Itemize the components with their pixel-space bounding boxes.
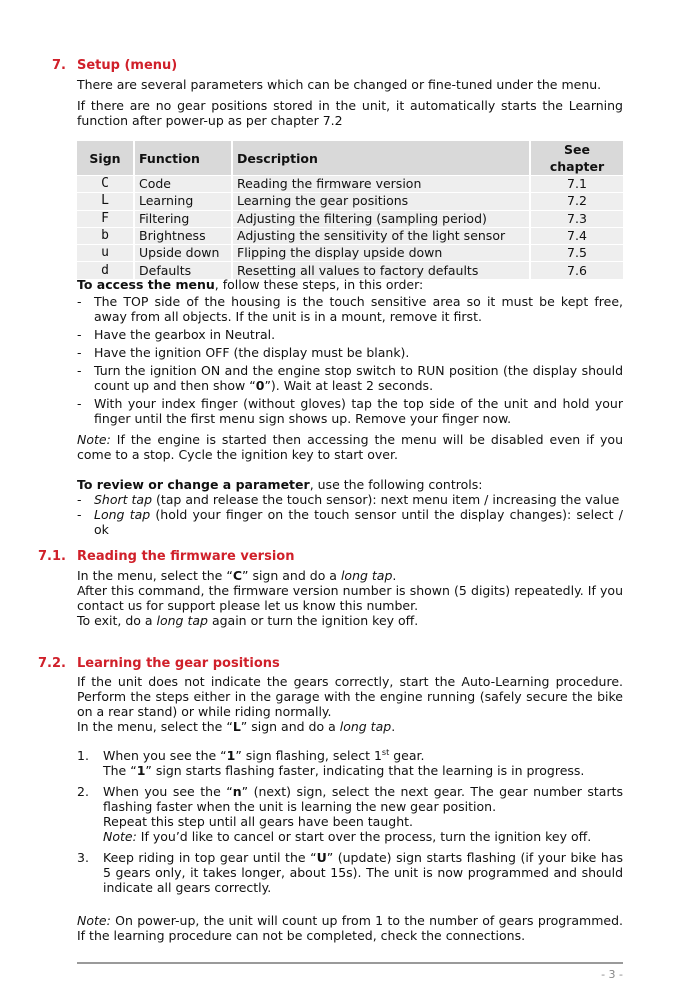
list-item — [77, 850, 623, 895]
row-description: Adjusting the sensitivity of the light sensor — [232, 227, 530, 244]
text: ” sign flashing, select 1 — [235, 748, 382, 763]
list-item — [77, 507, 623, 537]
section-number: 7.1. — [38, 549, 66, 564]
note-text: On power-up, the unit will count up from 1 to the number of gears programmed. If the learning procedure can not be completed, check the connections. — [77, 913, 623, 943]
row-function: Upside down — [134, 245, 232, 262]
step-number: 3. — [77, 850, 89, 865]
section-title: Reading the firmware version — [77, 549, 295, 564]
learning-intro: If the unit does not indicate the gears correctly, start the Auto-Learning procedure. Perform the steps either in the garage with the engine running (safely secure the bike on a rear stand) or while riding normally. — [77, 674, 623, 719]
text: ” sign and do a — [242, 568, 341, 583]
long-tap-term: long tap — [340, 568, 393, 583]
row-sign: b — [77, 227, 134, 244]
list-item: - Have the gearbox in Neutral. — [77, 327, 623, 342]
long-tap-term: long tap — [339, 719, 392, 734]
short-tap-text: (tap and release the touch sensor): next menu item / increasing the value — [152, 492, 620, 507]
step-note — [103, 829, 623, 844]
text: ” (next) sign, select the next gear. The gear number starts flashing faster when the unit is learning the new gear position. — [103, 784, 624, 814]
row-chapter: 7.5 — [530, 245, 623, 262]
learning-paragraph: If there are no gear positions stored in the unit, it automatically starts the Learning function after power-up as per chapter 7.2 — [77, 98, 623, 128]
text: The “ — [103, 763, 137, 778]
row-sign: C — [77, 176, 134, 193]
header-description: Description — [232, 141, 530, 176]
firmware-line-3 — [77, 613, 623, 628]
section-number: 7. — [52, 58, 66, 73]
footer-rule — [77, 962, 623, 964]
row-chapter: 7.4 — [530, 227, 623, 244]
list-item — [77, 492, 623, 507]
long-tap-label: Long tap — [94, 507, 151, 522]
row-function: Learning — [134, 193, 232, 210]
access-steps-list — [77, 294, 623, 426]
row-description: Flipping the display upside down — [232, 245, 530, 262]
row-description: Reading the firmware version — [232, 176, 530, 193]
list-item: - Have the ignition OFF (the display must be blank). — [77, 345, 623, 360]
sign-u: U — [316, 850, 327, 865]
learning-select — [77, 719, 623, 734]
sign-n: n — [232, 784, 242, 799]
display-zero: 0 — [255, 378, 265, 393]
row-chapter: 7.2 — [530, 193, 623, 210]
note-label: Note: — [77, 432, 111, 447]
list-item: - With your index finger (without gloves) tap the top side of the unit and hold your finger until the first menu sign shows up. Remove your finger now. — [77, 396, 623, 426]
step-text: ”). Wait at least 2 seconds. — [264, 378, 434, 393]
sign-l: L — [232, 719, 241, 734]
row-function: Filtering — [134, 210, 232, 227]
header-function: Function — [134, 141, 232, 176]
note-label: Note: — [103, 829, 137, 844]
text: gear. — [389, 748, 425, 763]
list-item — [77, 363, 623, 393]
table-row — [77, 176, 623, 193]
table-header-row — [77, 141, 623, 176]
ordinal-suffix: st — [381, 747, 390, 757]
row-description: Adjusting the filtering (sampling period) — [232, 210, 530, 227]
row-description: Resetting all values to factory defaults — [232, 262, 530, 279]
text: When you see the “ — [103, 784, 233, 799]
intro-paragraph: There are several parameters which can be changed or fine-tuned under the menu. — [77, 77, 602, 92]
table-row — [77, 210, 623, 227]
table-row — [77, 245, 623, 262]
text: In the menu, select the “ — [77, 568, 233, 583]
menu-table — [77, 141, 623, 279]
text: When you see the “ — [103, 748, 227, 763]
row-sign: d — [77, 262, 134, 279]
note-label: Note: — [77, 913, 111, 928]
header-sign: Sign — [77, 141, 134, 176]
note-text: If the engine is started then accessing the menu will be disabled even if you come to a stop. Cycle the ignition key to start over. — [77, 432, 623, 462]
header-chapter: See chapter — [530, 141, 623, 176]
text: Keep riding in top gear until the “ — [103, 850, 317, 865]
step-text: Turn the ignition ON and the engine stop switch to RUN position (the display should count up and then show “ — [94, 363, 623, 393]
row-sign: u — [77, 245, 134, 262]
access-lead-bold: To access the menu — [77, 277, 215, 292]
sign-1: 1 — [226, 748, 236, 763]
section-number: 7.2. — [38, 656, 66, 671]
note-text: If you’d like to cancel or start over the process, turn the ignition key off. — [136, 829, 592, 844]
text: To exit, do a — [77, 613, 157, 628]
step-text — [103, 850, 623, 895]
row-chapter: 7.3 — [530, 210, 623, 227]
firmware-line-1 — [77, 568, 623, 583]
row-sign: F — [77, 210, 134, 227]
step-number: 2. — [77, 784, 89, 799]
table-row — [77, 193, 623, 210]
list-item — [77, 748, 623, 778]
access-lead-rest: , follow these steps, in this order: — [214, 277, 424, 292]
text: again or turn the ignition key off. — [207, 613, 419, 628]
table-row — [77, 227, 623, 244]
row-description: Learning the gear positions — [232, 193, 530, 210]
step-number: 1. — [77, 748, 89, 763]
step-text — [103, 784, 623, 814]
step-text: Repeat this step until all gears have been taught. — [103, 814, 413, 829]
review-lead — [77, 477, 623, 492]
list-item — [77, 784, 623, 844]
row-sign: L — [77, 193, 134, 210]
text: In the menu, select the “ — [77, 719, 233, 734]
review-controls-list — [77, 492, 623, 537]
long-tap-term: long tap — [156, 613, 208, 628]
firmware-line-2: After this command, the firmware version number is shown (5 digits) repeatedly. If you contact us for support please let us know this number. — [77, 583, 623, 613]
sign-1: 1 — [136, 763, 146, 778]
text: . — [392, 568, 397, 583]
long-tap-text: (hold your finger on the touch sensor until the display changes): select / ok — [94, 507, 623, 537]
access-note — [77, 432, 623, 462]
review-lead-bold: To review or change a parameter — [77, 477, 310, 492]
power-up-note — [77, 913, 623, 943]
review-lead-rest: , use the following controls: — [309, 477, 483, 492]
text: ” sign and do a — [240, 719, 340, 734]
step-text — [103, 763, 623, 778]
row-function: Code — [134, 176, 232, 193]
page-number: - 3 - — [601, 968, 623, 981]
access-lead — [77, 277, 623, 292]
row-function: Defaults — [134, 262, 232, 279]
learning-steps-list — [77, 748, 623, 895]
text: ” (update) sign starts flashing (if your bike has 5 gears only, it takes longer, about 15s). The unit is now programmed and should indicate all gears correctly. — [103, 850, 623, 895]
short-tap-label: Short tap — [94, 492, 153, 507]
section-title: Setup (menu) — [77, 58, 178, 73]
text: ” sign starts flashing faster, indicating that the learning is in progress. — [145, 763, 585, 778]
row-chapter: 7.1 — [530, 176, 623, 193]
sign-c: C — [232, 568, 242, 583]
text: . — [391, 719, 396, 734]
row-function: Brightness — [134, 227, 232, 244]
list-item: - The TOP side of the housing is the touch sensitive area so it must be kept free, away from all objects. If the unit is in a mount, remove it first. — [77, 294, 623, 324]
section-title: Learning the gear positions — [77, 656, 280, 671]
row-chapter: 7.6 — [530, 262, 623, 279]
step-text — [103, 748, 623, 763]
